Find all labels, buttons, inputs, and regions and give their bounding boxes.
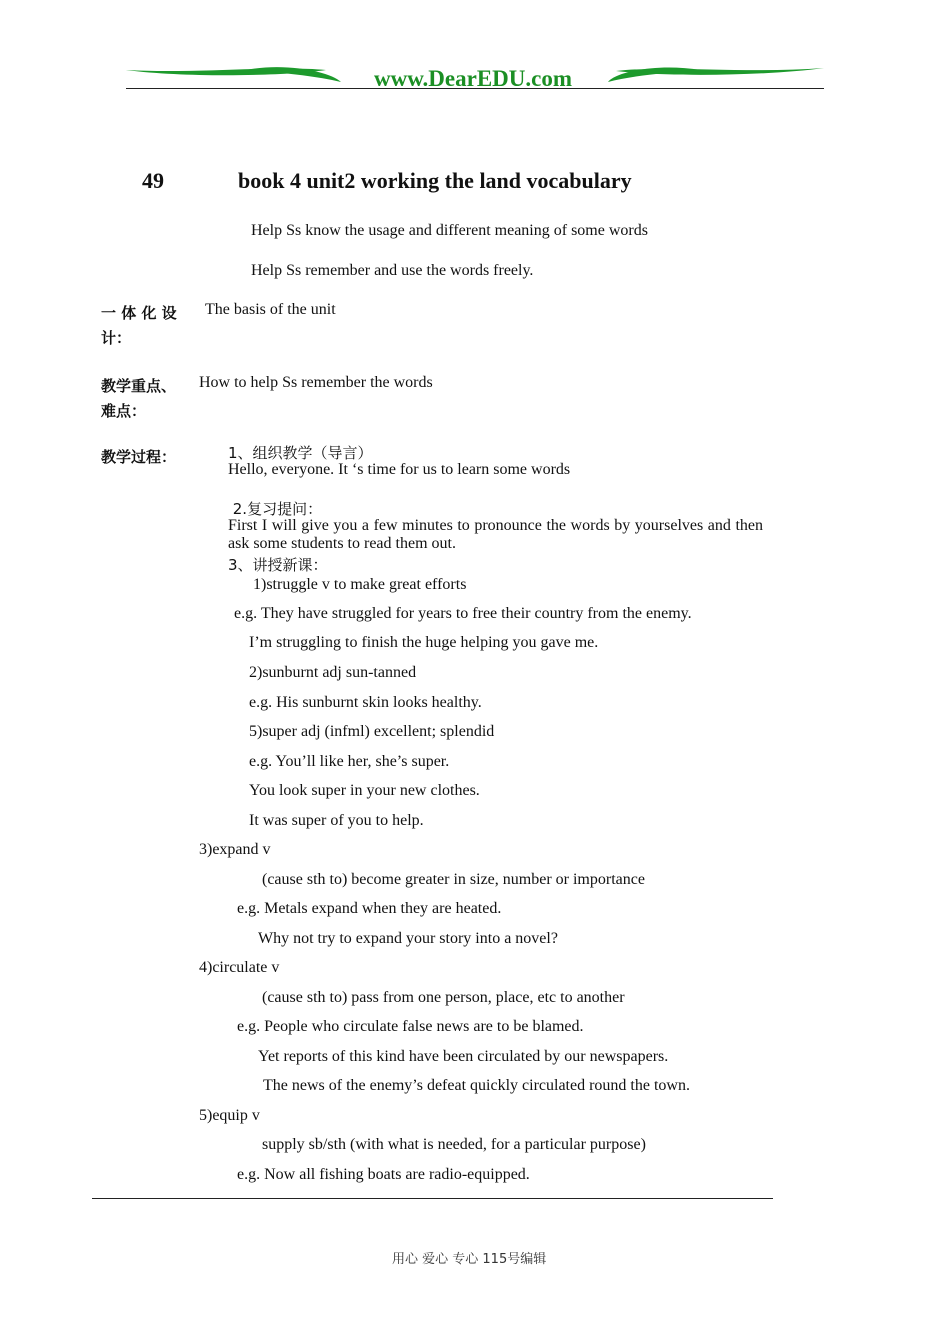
step1-text: Hello, everyone. It ‘s time for us to learn some words	[228, 461, 571, 478]
vocab-line: 3)expand v	[199, 841, 271, 858]
vocab-line: 4)circulate v	[199, 959, 280, 976]
key-points-value: How to help Ss remember the words	[199, 374, 433, 391]
step3-heading: 3、讲授新课：	[228, 556, 328, 574]
vocab-line: e.g. Now all fishing boats are radio-equipped.	[237, 1166, 530, 1183]
vocab-line: 5)equip v	[199, 1107, 260, 1124]
vocab-line: You look super in your new clothes.	[249, 782, 480, 799]
vocab-line: 5)super adj (infml) excellent; splendid	[249, 723, 495, 740]
header-logo	[126, 62, 824, 94]
objective-1: Help Ss know the usage and different meaning of some words	[251, 222, 648, 239]
vocab-line: e.g. His sunburnt skin looks healthy.	[249, 694, 482, 711]
step1-heading: 1、组织教学（导言）	[228, 444, 373, 462]
vocab-line: e.g. You’ll like her, she’s super.	[249, 753, 450, 770]
step2-heading: 2.复习提问：	[228, 500, 323, 518]
process-label: 教学过程：	[101, 448, 177, 466]
key-points-label-line2: 难点：	[101, 402, 147, 420]
footer-rule	[92, 1198, 773, 1199]
objective-2: Help Ss remember and use the words freely.	[251, 262, 534, 279]
vocab-line: 2)sunburnt adj sun-tanned	[249, 664, 417, 681]
vocab-line: supply sb/sth (with what is needed, for a particular purpose)	[262, 1136, 646, 1153]
vocab-line: It was super of you to help.	[249, 812, 424, 829]
vocab-line: I’m struggling to finish the huge helping you gave me.	[249, 634, 599, 651]
vocab-line: (cause sth to) become greater in size, number or importance	[262, 871, 645, 888]
vocab-line: (cause sth to) pass from one person, place, etc to another	[262, 989, 625, 1006]
vocab-line: The news of the enemy’s defeat quickly circulated round the town.	[263, 1077, 690, 1094]
lesson-number: 49	[142, 168, 164, 193]
design-label-line1: 一 体 化 设	[101, 304, 177, 322]
logo-text: www.DearEDU.com	[373, 66, 573, 91]
vocab-line: Why not try to expand your story into a novel?	[258, 930, 558, 947]
step2-text: First I will give you a few minutes to pronounce the words by yourselves and then ask some students to read them out.	[228, 517, 763, 552]
design-label-line2: 计：	[101, 329, 132, 347]
vocab-line: e.g. They have struggled for years to free their country from the enemy.	[234, 605, 692, 622]
vocab-line: e.g. Metals expand when they are heated.	[237, 900, 502, 917]
design-value: The basis of the unit	[205, 301, 336, 318]
vocab-line: Yet reports of this kind have been circulated by our newspapers.	[258, 1048, 669, 1065]
vocab-line: e.g. People who circulate false news are to be blamed.	[237, 1018, 584, 1035]
vocab-line: 1)struggle v to make great efforts	[253, 576, 467, 593]
footer-text: 用心 爱心 专心 115号编辑	[392, 1252, 547, 1267]
header-rule	[126, 88, 824, 89]
key-points-label-line1: 教学重点、	[101, 377, 177, 395]
lesson-title: book 4 unit2 working the land vocabulary	[238, 168, 632, 193]
